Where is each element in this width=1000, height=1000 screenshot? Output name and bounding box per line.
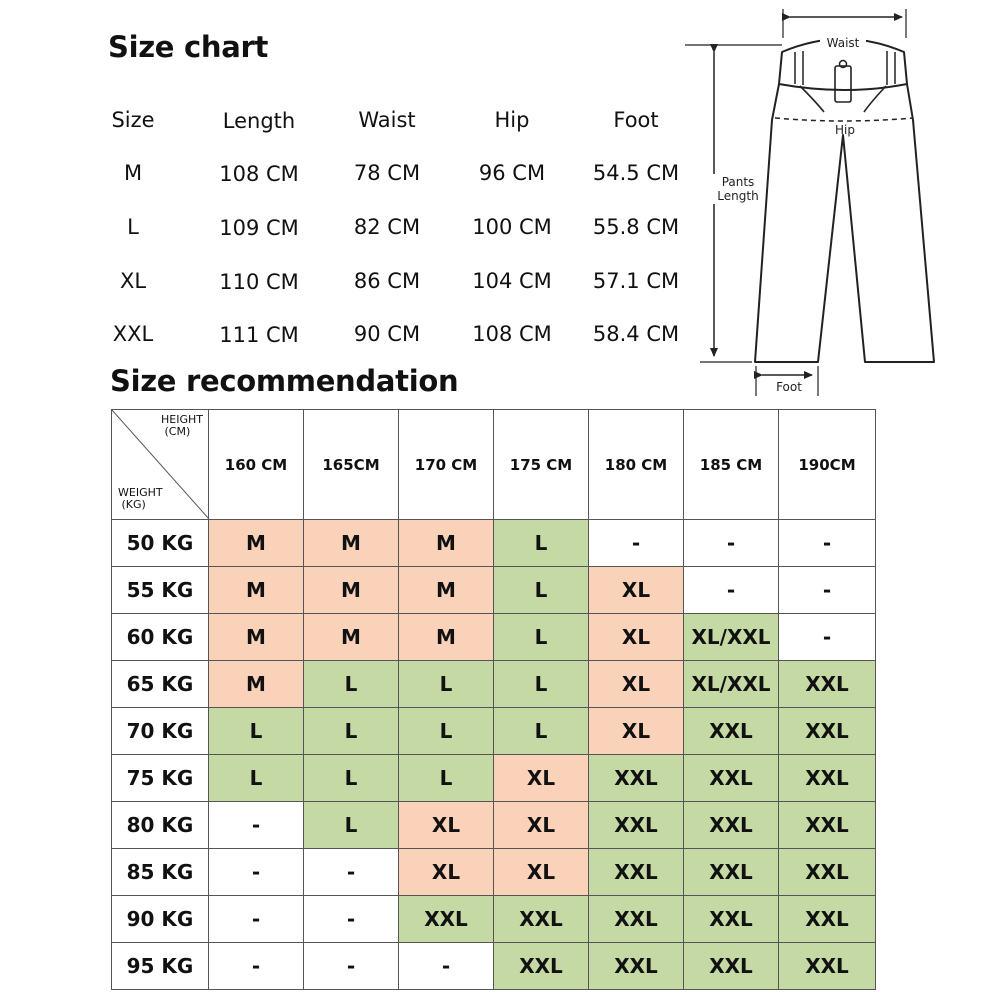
size-cell: M [209,567,304,614]
size-cell: - [209,896,304,943]
height-header: 160 CM [209,410,304,520]
table-row [112,567,876,614]
size-chart-cell: 100 CM [472,215,552,239]
pants-fly [835,66,851,102]
size-cell: - [589,520,684,567]
size-cell: - [684,567,779,614]
height-header: 170 CM [399,410,494,520]
size-cell: - [304,849,399,896]
size-chart-header: Hip [494,108,530,132]
size-chart-cell: 78 CM [353,161,421,185]
size-cell: L [304,708,399,755]
size-cell: XL [589,567,684,614]
table-row [112,614,876,661]
size-cell: L [399,661,494,708]
table-row [112,661,876,708]
height-header: 165CM [304,410,399,520]
size-cell: XL [494,802,589,849]
size-chart-header: Size [111,108,155,132]
size-cell: XL [494,849,589,896]
size-chart-cell: L [127,215,139,239]
size-cell: XXL [779,802,876,849]
size-chart-header: Waist [358,108,416,132]
table-corner [112,410,209,520]
size-chart-cell: M [123,161,143,185]
size-cell: - [209,849,304,896]
size-cell: - [779,520,876,567]
size-cell: - [209,802,304,849]
weight-label: 85 KG [112,849,209,896]
size-cell: M [209,661,304,708]
size-cell: - [304,943,399,990]
height-header: 175 CM [494,410,589,520]
size-cell: XXL [684,943,779,990]
size-cell: - [779,567,876,614]
size-chart-cell: 58.4 CM [592,322,680,346]
weight-label: 90 KG [112,896,209,943]
size-cell: M [399,567,494,614]
size-cell: XXL [684,708,779,755]
size-chart-title: Size chart [108,30,269,64]
size-chart-cell: 109 CM [219,216,299,240]
height-header: 185 CM [684,410,779,520]
height-header: 180 CM [589,410,684,520]
size-recommendation-table [111,409,876,990]
size-chart-cell: 57.1 CM [592,269,680,293]
table-row [112,755,876,802]
size-recommendation-title: Size recommendation [110,364,459,398]
size-cell: L [399,755,494,802]
size-cell: XXL [779,661,876,708]
hip-label: Hip [835,123,855,137]
size-chart-cell: 90 CM [353,322,421,346]
size-cell: L [209,708,304,755]
weight-label: 80 KG [112,802,209,849]
table-row [112,849,876,896]
size-cell: L [494,661,589,708]
size-cell: - [304,896,399,943]
size-cell: XL [494,755,589,802]
size-chart-cell: 54.5 CM [592,161,680,185]
size-chart-cell: 111 CM [219,323,299,347]
size-cell: - [779,614,876,661]
size-cell: XL [589,661,684,708]
size-cell: XXL [589,896,684,943]
size-cell: XXL [684,755,779,802]
size-cell: XXL [494,943,589,990]
size-chart-cell: XL [119,269,147,293]
height-axis-label: HEIGHT (CM) [161,413,203,438]
size-cell: M [304,520,399,567]
size-cell: XL [589,708,684,755]
size-cell: XL [399,802,494,849]
size-cell: L [494,614,589,661]
size-cell: XL [399,849,494,896]
hip-line [775,118,913,121]
weight-label: 65 KG [112,661,209,708]
size-cell: XL [589,614,684,661]
waist-label: Waist [826,36,860,50]
size-chart-cell: 82 CM [353,215,421,239]
size-cell: - [399,943,494,990]
size-cell: XXL [779,755,876,802]
size-cell: M [209,520,304,567]
size-cell: XXL [589,849,684,896]
size-cell: M [304,614,399,661]
size-chart-cell: 110 CM [219,270,299,294]
size-chart-cell: 108 CM [219,162,299,186]
length-label: Pants [721,175,755,189]
size-cell: XXL [779,896,876,943]
size-cell: XL/XXL [684,614,779,661]
size-cell: L [209,755,304,802]
size-cell: XL/XXL [684,661,779,708]
weight-label: 95 KG [112,943,209,990]
weight-label: 70 KG [112,708,209,755]
size-cell: - [684,520,779,567]
size-cell: XXL [779,708,876,755]
size-chart-cell: 55.8 CM [592,215,680,239]
table-row [112,943,876,990]
weight-axis-label: WEIGHT (KG) [118,486,163,511]
weight-label: 55 KG [112,567,209,614]
size-cell: L [304,802,399,849]
size-cell: XXL [779,943,876,990]
size-chart-cell: 86 CM [353,269,421,293]
size-cell: XXL [589,943,684,990]
weight-label: 75 KG [112,755,209,802]
size-cell: L [399,708,494,755]
table-row [112,520,876,567]
size-chart-cell: 104 CM [472,269,552,293]
size-cell: XXL [494,896,589,943]
size-cell: XXL [399,896,494,943]
pants-diagram [678,0,1000,400]
table-row [112,802,876,849]
size-cell: XXL [589,802,684,849]
size-cell: L [494,567,589,614]
size-chart-cell: 96 CM [478,161,546,185]
size-cell: XXL [589,755,684,802]
belt-loop [795,51,895,85]
size-cell: L [304,755,399,802]
size-chart-cell: 108 CM [472,322,552,346]
foot-label: Foot [776,380,802,394]
size-cell: XXL [684,896,779,943]
size-cell: XXL [684,849,779,896]
size-chart-header: Length [222,109,296,133]
size-cell: M [399,614,494,661]
size-cell: M [209,614,304,661]
size-chart-header: Foot [613,108,659,132]
height-header: 190CM [779,410,876,520]
size-cell: - [209,943,304,990]
size-cell: M [399,520,494,567]
size-cell: L [494,520,589,567]
size-cell: L [304,661,399,708]
size-cell: M [304,567,399,614]
weight-label: 60 KG [112,614,209,661]
table-row [112,896,876,943]
weight-label: 50 KG [112,520,209,567]
table-row [112,708,876,755]
size-chart-cell: XXL [112,322,154,346]
length-label: Length [717,189,759,203]
size-cell: XXL [684,802,779,849]
size-cell: L [494,708,589,755]
size-cell: XXL [779,849,876,896]
